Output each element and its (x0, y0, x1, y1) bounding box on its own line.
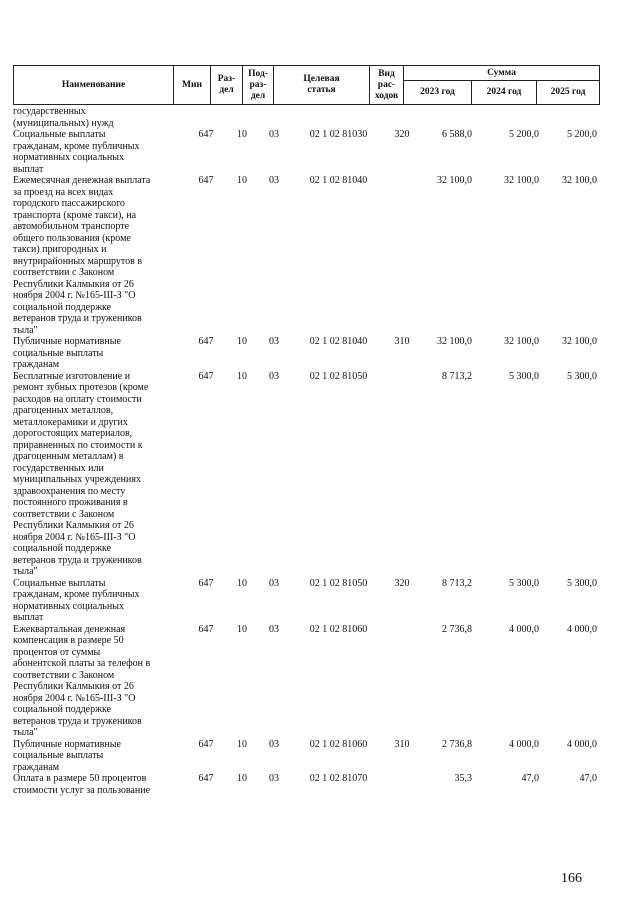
cell-cel: 02 1 02 81050 (309, 370, 368, 382)
cell-min: 647 (198, 175, 214, 186)
table-row (13, 129, 599, 175)
cell-y2: 4 000,0 (509, 623, 539, 635)
table-row (13, 773, 599, 796)
cell-pod: 03 (269, 129, 279, 140)
header-razdel: Раз- дел (211, 66, 243, 105)
cell-name: Социальные выплаты гражданам, кроме публичных нормативных социальных выплат (13, 577, 140, 623)
cell-y3: 4 000,0 (567, 623, 597, 635)
cell-raz: 10 (237, 623, 247, 635)
cell-cel: 02 1 02 81030 (309, 129, 368, 140)
cell-y3: 32 100,0 (562, 336, 597, 347)
cell-y1: 2 736,8 (442, 623, 472, 635)
cell-name: Ежемесячная денежная выплата за проезд на всех видах городского пассажирского транспорта (кроме такси), на автомобильном транспорте общего пользования (кроме такси) пригородных и внутрирайонных маршрутов в соответствии с Законом Республики Калмыкия от 26 ноября 2004 г. №165-III-З "О социальной поддержке ветеранов труда и тружеников тыла" (13, 175, 151, 336)
header-name: Наименование (14, 66, 174, 105)
cell-raz: 10 (237, 738, 247, 750)
cell-cel: 02 1 02 81040 (309, 175, 368, 186)
cell-pod: 03 (269, 336, 279, 347)
cell-name: государственных (муниципальных) нужд (13, 106, 114, 129)
cell-y2: 5 200,0 (509, 129, 539, 140)
cell-min: 647 (198, 129, 214, 140)
cell-y1: 2 736,8 (442, 738, 472, 750)
header-summa: Сумма (404, 66, 600, 81)
cell-pod: 03 (269, 773, 279, 784)
header-min: Мин (174, 66, 211, 105)
header-2025: 2025 год (537, 81, 600, 105)
cell-y2: 5 300,0 (509, 370, 539, 382)
cell-vid: 310 (394, 738, 410, 750)
cell-y2: 5 300,0 (509, 577, 539, 589)
cell-cel: 02 1 02 81060 (309, 623, 368, 635)
page-number: 166 (561, 871, 582, 886)
cell-y3: 4 000,0 (567, 738, 597, 750)
cell-y3: 5 300,0 (567, 577, 597, 589)
cell-y3: 47,0 (579, 773, 597, 784)
cell-pod: 03 (269, 370, 279, 382)
header-podrazdel: Под- раз- дел (243, 66, 274, 105)
cell-name: Бесплатные изготовление и ремонт зубных протезов (кроме расходов на оплату стоимости драгоценных металлов, металлокерамики и других дорогостоящих материалов, приравненных по стоимости к драгоценным металлам) в государственных или муниципальных учреждениях здравоохранения по месту постоянного проживания в соответствии с Законом Республики Калмыкия от 26 ноября 2004 г. №165-III-З "О социальной поддержке ветеранов труда и тружеников тыла" (13, 370, 149, 577)
cell-raz: 10 (237, 129, 247, 140)
cell-name: Публичные нормативные социальные выплаты гражданам (13, 336, 121, 370)
cell-min: 647 (198, 577, 214, 589)
cell-raz: 10 (237, 773, 247, 784)
cell-min: 647 (198, 773, 214, 784)
cell-cel: 02 1 02 81070 (309, 773, 368, 784)
cell-y1: 32 100,0 (437, 336, 472, 347)
cell-name: Социальные выплаты гражданам, кроме публичных нормативных социальных выплат (13, 129, 140, 175)
table-row (13, 106, 599, 129)
cell-min: 647 (198, 738, 214, 750)
cell-pod: 03 (269, 577, 279, 589)
cell-cel: 02 1 02 81040 (309, 336, 368, 347)
table-header (13, 65, 600, 105)
cell-pod: 03 (269, 738, 279, 750)
table-row (13, 739, 599, 774)
cell-y3: 5 200,0 (567, 129, 597, 140)
cell-min: 647 (198, 623, 214, 635)
cell-vid: 310 (394, 336, 410, 347)
table-row (13, 336, 599, 371)
cell-y1: 8 713,2 (442, 370, 472, 382)
cell-y2: 32 100,0 (504, 336, 539, 347)
cell-y1: 6 588,0 (442, 129, 472, 140)
cell-y3: 5 300,0 (567, 370, 597, 382)
cell-y1: 35,3 (454, 773, 472, 784)
header-2023: 2023 год (404, 81, 472, 105)
header-celevaya: Целевая статья (274, 66, 370, 105)
cell-name: Ежеквартальная денежная компенсация в размере 50 процентов от суммы абонентской платы за телефон в соответствии с Законом Республики Калмыкия от 26 ноября 2004 г. №165-III-З "О социальной поддержке ветеранов труда и тружеников тыла" (13, 623, 151, 738)
table-row (13, 578, 599, 624)
cell-raz: 10 (237, 370, 247, 382)
cell-y3: 32 100,0 (562, 175, 597, 186)
cell-raz: 10 (237, 577, 247, 589)
cell-min: 647 (198, 336, 214, 347)
cell-name: Оплата в размере 50 процентов стоимости услуг за пользование (13, 773, 151, 796)
table-row (13, 175, 599, 336)
cell-vid: 320 (394, 577, 410, 589)
cell-vid: 320 (394, 129, 410, 140)
cell-min: 647 (198, 370, 214, 382)
cell-y2: 32 100,0 (504, 175, 539, 186)
cell-cel: 02 1 02 81060 (309, 738, 368, 750)
table-body (13, 106, 599, 796)
cell-raz: 10 (237, 175, 247, 186)
table-row (13, 371, 599, 578)
cell-y2: 4 000,0 (509, 738, 539, 750)
cell-y2: 47,0 (521, 773, 539, 784)
cell-raz: 10 (237, 336, 247, 347)
cell-pod: 03 (269, 175, 279, 186)
cell-cel: 02 1 02 81050 (309, 577, 368, 589)
header-vid: Вид рас- ходов (370, 66, 404, 105)
header-2024: 2024 год (472, 81, 537, 105)
cell-y1: 8 713,2 (442, 577, 472, 589)
cell-pod: 03 (269, 623, 279, 635)
cell-y1: 32 100,0 (437, 175, 472, 186)
table-row (13, 624, 599, 739)
cell-name: Публичные нормативные социальные выплаты гражданам (13, 738, 121, 773)
